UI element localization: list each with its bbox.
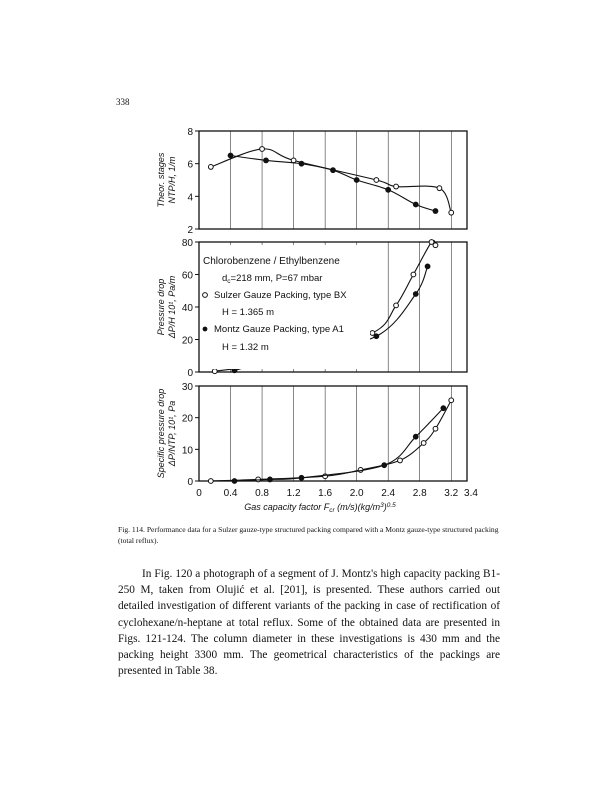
montz-point (232, 479, 237, 484)
sulzer-point (449, 398, 454, 403)
legend-title: Chlorobenzene / Ethylbenzene (203, 256, 340, 267)
x-tick-label: 0.8 (255, 488, 270, 499)
y-axis-label: Pressure dropΔP/H 10¹, Pa/m (156, 275, 177, 339)
legend-montz: Montz Gauze Packing, type A1 (214, 324, 344, 335)
x-tick-label: 1.6 (318, 488, 333, 499)
x-tick-label: 0.4 (223, 488, 238, 499)
montz-point (331, 168, 336, 173)
x-tick-labels (196, 488, 478, 499)
y-tick-label: 20 (181, 335, 193, 347)
sulzer-point (374, 178, 379, 183)
montz-point (299, 161, 304, 166)
montz-point (354, 178, 359, 183)
y-tick-label: 2 (187, 225, 193, 236)
x-tick-label: 3.4 (464, 488, 478, 499)
x-tick-label: 2.8 (412, 488, 427, 499)
y-tick-label: 10 (181, 445, 193, 457)
y-tick-label: 60 (181, 270, 193, 282)
sulzer-point (433, 426, 438, 431)
y-tick-label: 20 (181, 413, 193, 425)
legend-open-marker (203, 293, 208, 298)
sulzer-point (260, 147, 265, 152)
body-text (118, 566, 500, 679)
x-tick-label: 2.4 (381, 488, 396, 499)
legend-sulzer-height: H = 1.365 m (222, 307, 275, 318)
plot-frame (199, 386, 467, 481)
sulzer-point (411, 272, 416, 277)
sulzer-point (421, 441, 426, 446)
x-axis-label: Gas capacity factor $F_{cr}$ $(m/s)(kg/m^3)^{0.5}$ (244, 502, 396, 514)
montz-point (264, 158, 269, 163)
y-axis-label: Theor. stagesNTP/H, 1/m (156, 152, 177, 208)
sulzer-point (398, 458, 403, 463)
montz-point (413, 434, 418, 439)
legend-montz-height: H = 1.32 m (222, 342, 269, 353)
paragraph: In Fig. 120 a photograph of a segment of J. Montz's high capacity packing B1-250 M, taken from Olujić et al. [201], is presented. These authors carried out detailed investigation of different variants of the packing in case of rectification of cyclohexane/n-heptane at total reflux. Some of the obtained data are presented in Figs. 121-124. The column diameter in these investigations is 430 mm and the packing height 3300 mm. The geometrical characteristics of the packings are presented in Table 38. (118, 568, 500, 678)
series-curve-1 (231, 156, 436, 212)
sulzer-point (449, 210, 454, 215)
stages-panel (156, 127, 467, 236)
montz-point (433, 209, 438, 214)
y-tick-label: 6 (187, 159, 193, 171)
montz-point (441, 406, 446, 411)
y-tick-label: 80 (181, 238, 193, 249)
sulzer-point (437, 186, 442, 191)
sulzer-point (394, 303, 399, 308)
series-curve-1 (234, 408, 443, 481)
sulzer-point (394, 184, 399, 189)
sulzer-point (208, 479, 213, 484)
specific-pressure-drop-panel (156, 382, 467, 488)
sulzer-point (208, 165, 213, 170)
x-tick-label: 3.2 (444, 488, 459, 499)
legend-filled-marker (203, 327, 208, 332)
montz-point (268, 477, 273, 482)
series-curve-0 (211, 400, 451, 481)
x-tick-label: 0 (196, 488, 202, 499)
x-tick-label: 1.2 (286, 488, 301, 499)
y-tick-label: 0 (187, 477, 193, 488)
y-tick-label: 40 (181, 303, 193, 314)
montz-point (228, 153, 233, 158)
montz-point (425, 264, 430, 269)
sulzer-point (433, 243, 438, 248)
legend (202, 245, 370, 369)
x-tick-label: 2.0 (349, 488, 364, 499)
montz-point (382, 463, 387, 468)
legend-sulzer: Sulzer Gauze Packing, type BX (214, 290, 347, 301)
sulzer-point (212, 369, 217, 374)
montz-point (413, 292, 418, 297)
y-tick-label: 8 (187, 127, 193, 138)
page-number: 338 (116, 97, 130, 107)
montz-point (413, 202, 418, 207)
y-tick-label: 0 (187, 368, 193, 379)
montz-point (299, 475, 304, 480)
plot-frame (199, 131, 467, 229)
figure-caption: Fig. 114. Performance data for a Sulzer gauze-type structured packing compared with a Montz gauze-type structured packing (total reflux). (118, 525, 499, 545)
y-axis-label: Specific pressure dropΔP/NTP, 10¹, Pa (156, 388, 177, 479)
montz-point (386, 187, 391, 192)
y-tick-label: 4 (187, 192, 193, 204)
legend-conditions: $d_c=218$ mm, P=67 mbar (222, 273, 323, 285)
y-tick-label: 30 (181, 382, 193, 393)
montz-point (374, 334, 379, 339)
